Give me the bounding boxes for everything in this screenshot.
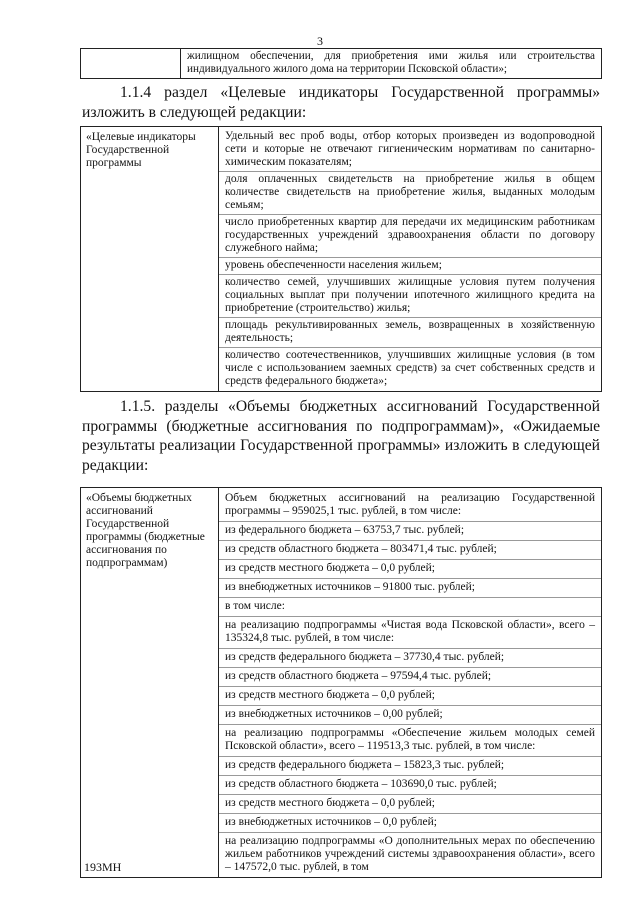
budget-list bbox=[219, 488, 602, 878]
budget-item: из внебюджетных источников – 0,0 рублей; bbox=[219, 814, 601, 833]
budget-item: из средств местного бюджета – 0,0 рублей; bbox=[219, 560, 601, 579]
section-1-1-5-text: 1.1.5. разделы «Объемы бюджетных ассигнований Государственной программы (бюджетные ассигнования по подпрограммам)», «Ожидаемые результаты реализации Государственной программы» изложить в следующей редакции: bbox=[82, 398, 600, 474]
continuation-table bbox=[80, 48, 602, 79]
budget-item: из внебюджетных источников – 0,00 рублей; bbox=[219, 706, 601, 725]
budget-allocations-table bbox=[80, 487, 602, 878]
indicator-item: количество соотечественников, улучшивших жилищные условия (в том числе с использованием заемных средств) за счет собственных средств и средств федерального бюджета»; bbox=[225, 349, 595, 387]
budget-item: из средств областного бюджета – 103690,0 тыс. рублей; bbox=[219, 776, 601, 795]
indicator-item: число приобретенных квартир для передачи их медицинским работникам государственных учреждений здравоохранения области по договору служебного найма; bbox=[219, 215, 601, 258]
budget-item: на реализацию подпрограммы «Чистая вода Псковской области», всего – 135324,8 тыс. рублей, в том числе: bbox=[219, 617, 601, 649]
budget-item: из средств областного бюджета – 97594,4 тыс. рублей; bbox=[219, 668, 601, 687]
section-1-1-4-paragraph bbox=[82, 83, 600, 122]
continuation-table-text: жилищном обеспечении, для приобретения ими жилья или строительства индивидуального жилого дома на территории Псковской области»; bbox=[181, 49, 602, 79]
indicator-item: площадь рекультивированных земель, возвращенных в хозяйственную деятельность; bbox=[219, 318, 601, 348]
indicator-item: Удельный вес проб воды, отбор которых произведен из водопроводной сети и которые не отвечают гигиеническим нормативам по санитарно-химическим показателям; bbox=[219, 129, 601, 172]
budget-item: Объем бюджетных ассигнований на реализацию Государственной программы – 959025,1 тыс. рублей, в том числе: bbox=[219, 490, 601, 522]
indicator-item: количество семей, улучшивших жилищные условия путем получения социальных выплат при получении ипотечного жилищного кредита на приобретение (строительство) жилья; bbox=[219, 275, 601, 318]
budget-item: на реализацию подпрограммы «Обеспечение жильем молодых семей Псковской области», всего – 119513,3 тыс. рублей, в том числе: bbox=[219, 725, 601, 757]
budget-item: из средств местного бюджета – 0,0 рублей; bbox=[219, 687, 601, 706]
budget-item: из средств федерального бюджета – 37730,4 тыс. рублей; bbox=[219, 649, 601, 668]
indicator-item: доля оплаченных свидетельств на приобретение жилья в общем количестве свидетельств на приобретение жилья, выданных молодым семьям; bbox=[219, 172, 601, 215]
indicators-label: «Целевые индикаторы Государственной программы bbox=[81, 127, 219, 392]
budget-label: «Объемы бюджетных ассигнований Государственной программы (бюджетные ассигнования по подпрограммам) bbox=[81, 488, 219, 878]
budget-item: из средств областного бюджета – 803471,4 тыс. рублей; bbox=[219, 541, 601, 560]
section-1-1-5-paragraph bbox=[82, 397, 600, 475]
indicators-list bbox=[219, 127, 602, 392]
budget-item: в том числе: bbox=[219, 598, 601, 617]
budget-item: из внебюджетных источников – 91800 тыс. рублей; bbox=[219, 579, 601, 598]
budget-item: на реализацию подпрограммы «О дополнительных мерах по обеспечению жильем работников учреждений системы здравоохранения области», всего – 147572,0 тыс. рублей, в том bbox=[225, 835, 595, 873]
budget-item: из средств федерального бюджета – 15823,3 тыс. рублей; bbox=[219, 757, 601, 776]
section-1-1-4-text: 1.1.4 раздел «Целевые индикаторы Государственной программы» изложить в следующей редакции: bbox=[82, 84, 600, 121]
target-indicators-table bbox=[80, 126, 602, 392]
continuation-table-left-cell bbox=[81, 49, 181, 79]
budget-item: из средств местного бюджета – 0,0 рублей; bbox=[219, 795, 601, 814]
budget-item: из федерального бюджета – 63753,7 тыс. рублей; bbox=[219, 522, 601, 541]
page-number: 3 bbox=[317, 34, 323, 48]
document-code: 193МН bbox=[84, 860, 122, 874]
indicator-item: уровень обеспеченности населения жильем; bbox=[219, 258, 601, 275]
